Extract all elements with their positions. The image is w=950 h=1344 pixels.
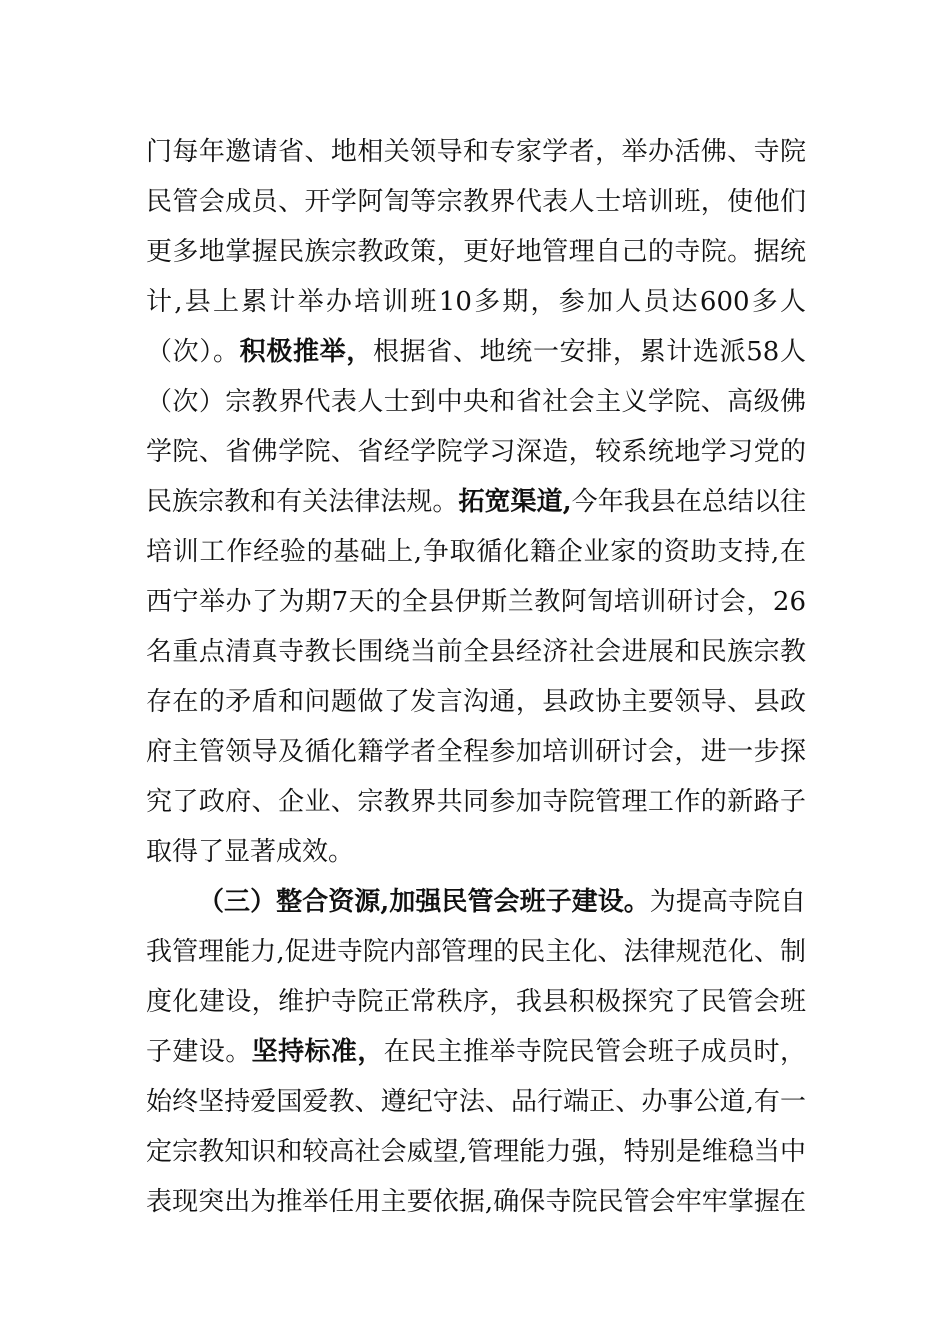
text-run: 更多地掌握民族宗教政策，更好地管理自己的寺院。据统 (146, 237, 806, 267)
text-run: 始终坚持爱国爱教、遵纪守法、品行端正、办事公道,有一 (146, 1087, 806, 1117)
text-line (146, 182, 806, 222)
text-run: （次）宗教界代表人士到中央和省社会主义学院、高级佛 (146, 387, 806, 417)
text-line (146, 332, 806, 372)
text-line (146, 382, 806, 422)
text-line (146, 532, 806, 572)
text-run: 定宗教知识和较高社会威望,管理能力强，特别是维稳当中 (146, 1137, 806, 1167)
text-run: 为提高寺院自 (649, 887, 806, 917)
text-run: 民管会成员、开学阿訇等宗教界代表人士培训班，使他们 (146, 187, 806, 217)
section-heading-line (198, 882, 806, 922)
text-line (146, 982, 806, 1022)
text-run: 根据省、地统一安排，累计选派58人 (372, 337, 806, 367)
text-run: 究了政府、企业、宗教界共同参加寺院管理工作的新路子 (146, 787, 806, 817)
text-run: 学院、省佛学院、省经学院学习深造，较系统地学习党的 (146, 437, 806, 467)
text-line (146, 1032, 806, 1072)
text-line (146, 1132, 806, 1172)
text-run: 我管理能力,促进寺院内部管理的民主化、法律规范化、制 (146, 937, 806, 967)
text-run: 度化建设，维护寺院正常秩序，我县积极探究了民管会班 (146, 987, 806, 1017)
bold-phrase: 坚持标准， (251, 1037, 384, 1067)
text-run: 培训工作经验的基础上,争取循化籍企业家的资助支持,在 (146, 537, 806, 567)
text-line (146, 682, 806, 722)
text-run: 今年我县在总结以往 (571, 487, 806, 517)
bold-phrase: 拓宽渠道, (458, 487, 572, 517)
text-run: 子建设。 (146, 1037, 252, 1067)
text-run: 府主管领导及循化籍学者全程参加培训研讨会，进一步探 (146, 737, 806, 767)
text-line (146, 632, 806, 672)
text-line (146, 132, 806, 172)
text-run: 在民主推举寺院民管会班子成员时， (383, 1037, 806, 1067)
text-line (146, 1082, 806, 1122)
text-run: 计,县上累计举办培训班10多期，参加人员达600多人 (146, 287, 806, 317)
text-line (146, 732, 806, 772)
text-line (146, 932, 806, 972)
text-line (146, 482, 806, 522)
text-line (146, 432, 806, 472)
text-run: 取得了显著成效。 (146, 837, 355, 867)
text-line (146, 282, 806, 322)
text-line (146, 1182, 806, 1222)
text-run: （次）。 (146, 337, 240, 367)
text-run: 名重点清真寺教长围绕当前全县经济社会进展和民族宗教 (146, 637, 806, 667)
text-line (146, 582, 806, 622)
text-line (146, 832, 806, 872)
text-line (146, 782, 806, 822)
section-heading: （三）整合资源,加强民管会班子建设。 (198, 887, 650, 917)
text-run: 民族宗教和有关法律法规。 (146, 487, 459, 517)
text-line (146, 232, 806, 272)
text-run: 表现突出为推举任用主要依据,确保寺院民管会牢牢掌握在 (146, 1187, 806, 1217)
bold-phrase: 积极推举， (239, 337, 373, 367)
text-run: 存在的矛盾和问题做了发言沟通，县政协主要领导、县政 (146, 687, 806, 717)
text-run: 西宁举办了为期7天的全县伊斯兰教阿訇培训研讨会，26 (146, 587, 806, 617)
text-run: 门每年邀请省、地相关领导和专家学者，举办活佛、寺院 (146, 137, 806, 167)
